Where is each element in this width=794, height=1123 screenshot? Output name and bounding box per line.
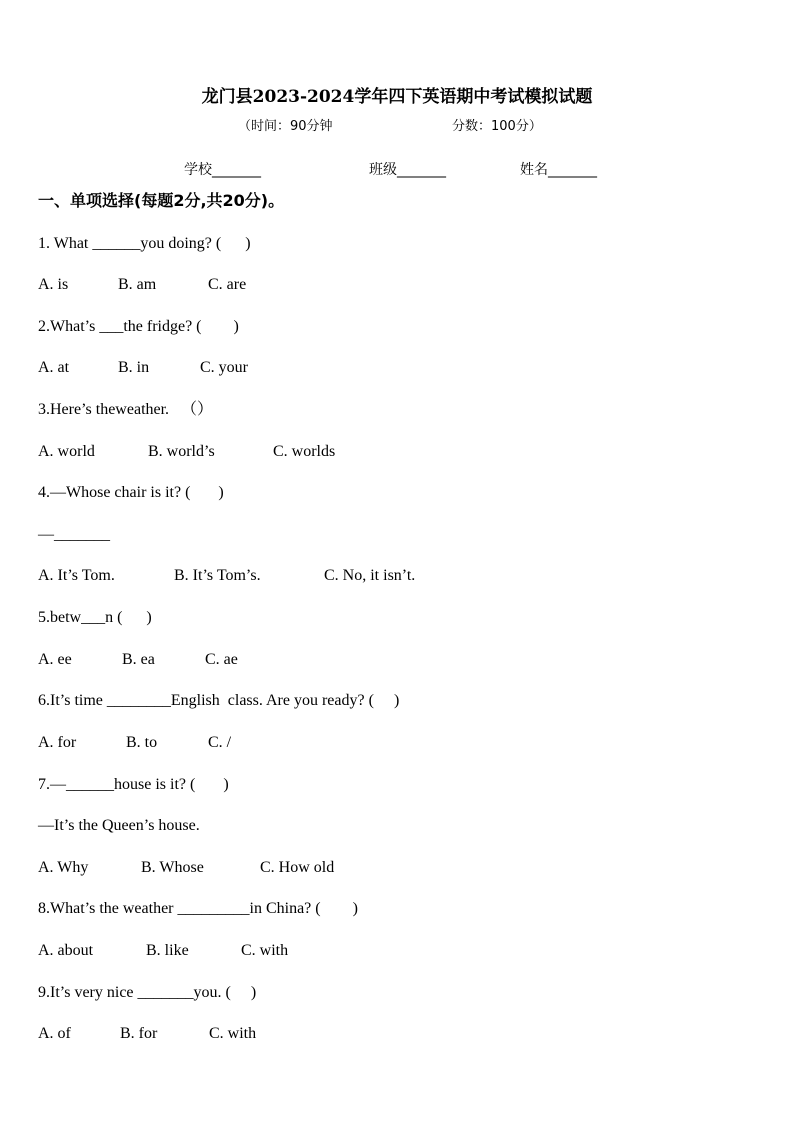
option-c: C. ae bbox=[205, 651, 238, 668]
option-a: A. Why bbox=[38, 859, 89, 876]
option-b: B. It’s Tom’s. bbox=[174, 567, 261, 584]
question-stem: 9.It’s very nice _______you. ( ) bbox=[38, 984, 257, 1001]
exam-score: 分数：100分） bbox=[452, 119, 542, 134]
option-b: B. for bbox=[120, 1025, 158, 1042]
question-stem: 4.—Whose chair is it? ( ) bbox=[38, 484, 224, 501]
option-c: C. / bbox=[208, 734, 232, 751]
option-c: C. with bbox=[209, 1025, 257, 1042]
option-b: B. ea bbox=[122, 651, 155, 668]
option-c: C. your bbox=[200, 359, 248, 376]
option-b: B. Whose bbox=[141, 859, 204, 876]
question-stem: 5.betw___n ( ) bbox=[38, 609, 152, 626]
option-a: A. for bbox=[38, 734, 77, 751]
option-a: A. about bbox=[38, 942, 94, 959]
answer-line: —It’s the Queen’s house. bbox=[38, 817, 200, 834]
option-a: A. It’s Tom. bbox=[38, 567, 115, 584]
option-b: B. to bbox=[126, 734, 158, 751]
question-stem: 8.What’s the weather _________in China? ( ) bbox=[38, 900, 358, 917]
option-b: B. like bbox=[146, 942, 189, 959]
option-c: C. worlds bbox=[273, 443, 336, 460]
question-stem: 6.It’s time ________English class. Are you ready? ( ) bbox=[38, 692, 400, 709]
class-field: 班级_______ bbox=[369, 162, 446, 178]
option-a: A. world bbox=[38, 443, 95, 460]
option-a: A. at bbox=[38, 359, 70, 376]
exam-title: 龙门县2023-2024学年四下英语期中考试模拟试题 bbox=[201, 87, 593, 107]
answer-line: —_______ bbox=[38, 526, 110, 543]
option-b: B. world’s bbox=[148, 443, 215, 460]
option-c: C. No, it isn’t. bbox=[324, 567, 416, 584]
option-a: A. ee bbox=[38, 651, 72, 668]
question-stem: 7.—______house is it? ( ) bbox=[38, 776, 229, 793]
question-stem: 3.Here’s theweather. （） bbox=[38, 401, 214, 418]
option-c: C. with bbox=[241, 942, 289, 959]
option-c: C. How old bbox=[260, 859, 335, 876]
exam-time: （时间：90分钟 bbox=[238, 119, 333, 134]
option-b: B. am bbox=[118, 276, 157, 293]
option-b: B. in bbox=[118, 359, 150, 376]
question-stem: 2.What’s ___the fridge? ( ) bbox=[38, 318, 239, 335]
section-title: 一、单项选择(每题2分,共20分)。 bbox=[38, 191, 285, 210]
school-field: 学校_______ bbox=[184, 162, 261, 178]
question-stem: 1. What ______you doing? ( ) bbox=[38, 235, 251, 252]
option-a: A. of bbox=[38, 1025, 71, 1042]
option-c: C. are bbox=[208, 276, 247, 293]
name-field: 姓名_______ bbox=[520, 162, 597, 178]
option-a: A. is bbox=[38, 276, 69, 293]
